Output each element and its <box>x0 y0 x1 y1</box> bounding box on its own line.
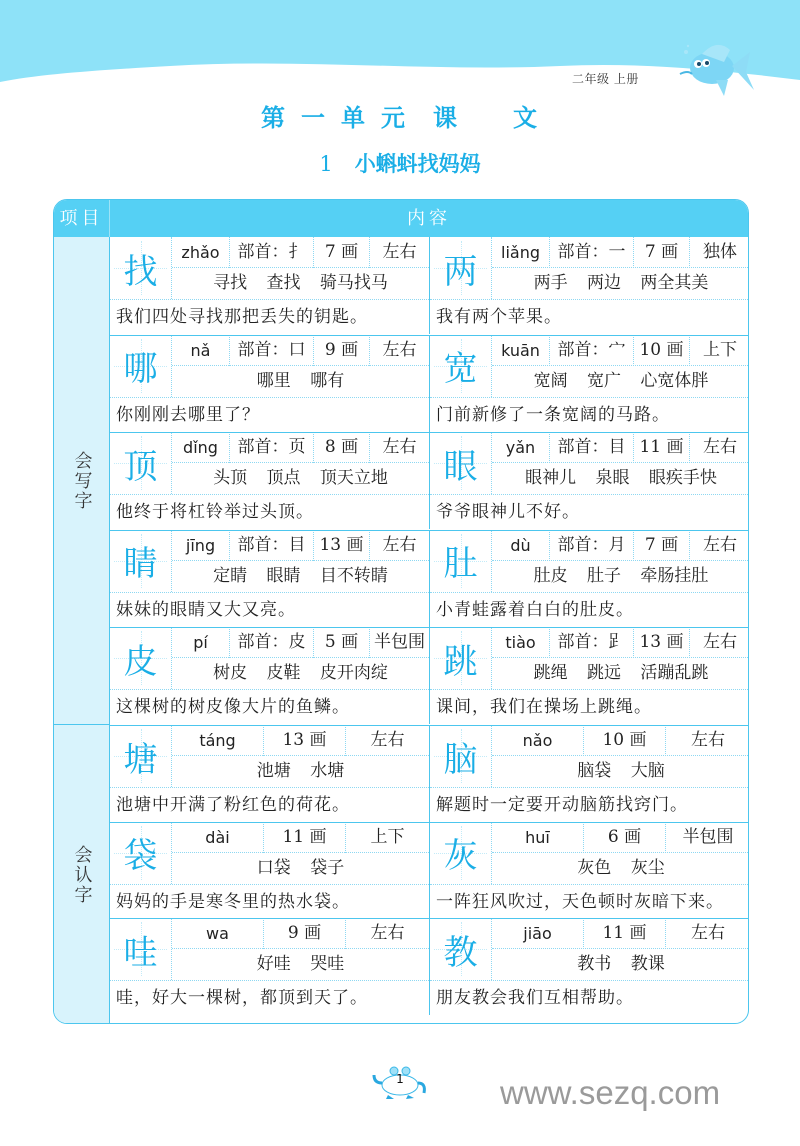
char-info <box>492 725 749 756</box>
example-sentence: 朋友教会我们互相帮助。 <box>430 980 749 1015</box>
example-sentence: 他终于将杠铃举过头顶。 <box>110 494 429 529</box>
row-divider <box>110 432 748 433</box>
unit-title-char: 课 <box>433 104 459 132</box>
example-sentence: 妹妹的眼睛又大又亮。 <box>110 592 429 627</box>
character-grid <box>430 530 492 592</box>
character-table <box>53 199 749 1024</box>
example-words: 肚皮 肚子 牵肠挂肚 <box>533 565 709 586</box>
char-card <box>430 725 749 822</box>
example-sentence: 课间，我们在操场上跳绳。 <box>430 689 749 724</box>
example-words: 寻找 查找 骑马找马 <box>213 273 388 293</box>
lesson-number: 1 <box>319 152 333 176</box>
unit-title <box>0 98 800 133</box>
character-grid <box>430 918 492 980</box>
character: 找 <box>123 251 158 292</box>
char-card <box>430 627 749 724</box>
structure: 左右 <box>382 534 417 555</box>
stroke-count: 7 画 <box>634 237 690 268</box>
header-category: 项目 <box>54 200 110 237</box>
pinyin: nǎ <box>172 335 230 366</box>
char-info <box>492 237 749 268</box>
stroke-count: 13 画 <box>634 627 690 658</box>
row-divider <box>110 335 748 336</box>
pinyin: zhǎo <box>172 237 230 268</box>
example-words: 教书 教课 <box>577 954 665 974</box>
radical: 部首：皮 <box>230 627 314 658</box>
structure: 半包围 <box>374 632 425 652</box>
radical: 部首：宀 <box>550 335 634 366</box>
example-sentence: 一阵狂风吹过，天色顿时灰暗下来。 <box>430 884 749 919</box>
row-divider <box>110 822 748 823</box>
example-words: 灰色 灰尘 <box>577 857 665 878</box>
char-info <box>492 918 749 949</box>
example-sentence: 你刚刚去哪里了？ <box>110 397 429 432</box>
radical: 部首：口 <box>230 335 314 366</box>
char-info <box>492 432 749 463</box>
stroke-count: 13 画 <box>264 725 346 756</box>
character: 睛 <box>123 544 158 584</box>
char-card <box>110 335 430 432</box>
page-number: 1 <box>396 1072 404 1086</box>
example-words: 跳绳 跳远 活蹦乱跳 <box>533 663 709 683</box>
stroke-count: 11 画 <box>584 918 666 949</box>
table-header <box>54 200 748 237</box>
char-card <box>110 918 430 1015</box>
example-words: 定睛 眼睛 目不转睛 <box>213 565 388 586</box>
char-info <box>492 627 749 658</box>
row-divider <box>110 725 748 726</box>
watermark: www.sezq.com <box>500 1074 721 1111</box>
character-grid <box>110 627 172 689</box>
pinyin: wa <box>172 918 264 949</box>
category-read <box>54 725 110 1024</box>
structure: 左右 <box>703 632 737 652</box>
structure: 左右 <box>382 339 417 360</box>
radical: 部首：扌 <box>230 237 314 268</box>
character-grid <box>110 432 172 494</box>
char-info <box>492 530 749 561</box>
unit-title-char: 单 <box>341 104 367 132</box>
structure: 独体 <box>703 242 737 262</box>
example-words: 头顶 顶点 顶天立地 <box>213 468 388 488</box>
example-words: 池塘 水塘 <box>256 761 345 781</box>
lesson-title <box>0 148 800 178</box>
unit-title-char: 文 <box>513 104 539 132</box>
category-write-label: 会写字 <box>71 450 93 511</box>
example-sentence: 小青蛙露着白白的肚皮。 <box>430 592 749 627</box>
structure: 半包围 <box>682 826 734 847</box>
char-info <box>172 335 429 366</box>
pinyin: pí <box>172 627 230 658</box>
radical: 部首：𧾷 <box>550 627 634 658</box>
stroke-count: 11 画 <box>634 432 690 463</box>
example-words: 哪里 哪有 <box>256 370 345 391</box>
structure: 左右 <box>370 730 405 750</box>
radical: 部首：目 <box>230 530 314 561</box>
char-info <box>172 432 429 463</box>
char-info <box>492 335 749 366</box>
stroke-count: 11 画 <box>264 822 346 853</box>
example-sentence: 我们四处寻找那把丢失的钥匙。 <box>110 299 429 334</box>
character-grid <box>430 627 492 689</box>
example-sentence: 我有两个苹果。 <box>430 299 749 334</box>
structure: 左右 <box>370 923 405 943</box>
lesson-name: 小蝌蚪找妈妈 <box>354 152 481 176</box>
example-words: 眼神儿 泉眼 眼疾手快 <box>525 468 717 488</box>
pinyin: yǎn <box>492 432 550 463</box>
char-info <box>172 237 429 268</box>
structure: 左右 <box>691 730 725 750</box>
char-card <box>430 237 749 334</box>
example-words: 口袋 袋子 <box>256 857 345 878</box>
row-divider <box>110 530 748 531</box>
pinyin: táng <box>172 725 264 756</box>
category-write <box>54 237 110 725</box>
character-grid <box>430 725 492 787</box>
fish-mascot-icon <box>662 40 762 100</box>
stroke-count: 8 画 <box>314 432 370 463</box>
character-grid <box>430 822 492 884</box>
stroke-count: 9 画 <box>314 335 370 366</box>
unit-title-char: 第 <box>261 104 287 132</box>
example-words: 好哇 哭哇 <box>256 954 345 974</box>
character: 眼 <box>443 446 478 487</box>
example-sentence: 解题时一定要开动脑筋找窍门。 <box>430 787 749 822</box>
char-info <box>172 627 429 658</box>
row-divider <box>110 918 748 919</box>
char-info <box>172 918 429 949</box>
category-read-label: 会认字 <box>71 845 93 905</box>
example-sentence: 池塘中开满了粉红色的荷花。 <box>110 787 429 822</box>
example-sentence: 妈妈的手是寒冬里的热水袋。 <box>110 884 429 919</box>
character-grid <box>110 237 172 299</box>
character: 脑 <box>443 739 478 780</box>
char-card <box>110 530 430 627</box>
example-sentence: 爷爷眼神儿不好。 <box>430 494 749 529</box>
pinyin: dù <box>492 530 550 561</box>
pinyin: dài <box>172 822 264 853</box>
character-grid <box>110 822 172 884</box>
character: 塘 <box>123 739 158 780</box>
stroke-count: 13 画 <box>314 530 370 561</box>
stroke-count: 10 画 <box>584 725 666 756</box>
character-grid <box>430 432 492 494</box>
unit-title-char: 元 <box>381 104 407 132</box>
char-info <box>172 725 429 756</box>
stroke-count: 6 画 <box>584 822 666 853</box>
stroke-count: 7 画 <box>314 237 370 268</box>
char-card <box>430 918 749 1015</box>
stroke-count: 9 画 <box>264 918 346 949</box>
pinyin: jiāo <box>492 918 584 949</box>
char-info <box>172 530 429 561</box>
character-grid <box>110 335 172 397</box>
example-words: 树皮 皮鞋 皮开肉绽 <box>213 663 388 683</box>
char-card <box>430 822 749 919</box>
example-words: 脑袋 大脑 <box>577 761 665 781</box>
stroke-count: 10 画 <box>634 335 690 366</box>
character: 顶 <box>123 446 158 487</box>
char-card <box>110 432 430 529</box>
character-grid <box>110 918 172 980</box>
example-sentence: 哇，好大一棵树，都顶到天了。 <box>110 980 429 1015</box>
character-grid <box>110 725 172 787</box>
char-card <box>430 530 749 627</box>
char-card <box>110 822 430 919</box>
example-words: 两手 两边 两全其美 <box>533 273 709 293</box>
character-grid <box>430 237 492 299</box>
char-info <box>172 822 429 853</box>
stroke-count: 7 画 <box>634 530 690 561</box>
radical: 部首：目 <box>550 432 634 463</box>
char-card <box>110 627 430 724</box>
character: 肚 <box>443 544 478 584</box>
radical: 部首：一 <box>550 237 634 268</box>
header-content: 内容 <box>407 208 451 229</box>
character: 袋 <box>123 836 158 876</box>
character: 皮 <box>123 641 158 682</box>
radical: 部首：月 <box>550 530 634 561</box>
pinyin: tiào <box>492 627 550 658</box>
character-grid <box>110 530 172 592</box>
pinyin: dǐng <box>172 432 230 463</box>
char-card <box>110 725 430 822</box>
character: 跳 <box>443 641 478 682</box>
structure: 上下 <box>370 826 405 847</box>
stroke-count: 5 画 <box>314 627 370 658</box>
char-card <box>110 237 430 334</box>
character: 两 <box>443 251 478 292</box>
pinyin: huī <box>492 822 584 853</box>
row-divider <box>110 627 748 628</box>
char-info <box>492 822 749 853</box>
character: 宽 <box>443 349 478 389</box>
pinyin: jīng <box>172 530 230 561</box>
structure: 左右 <box>703 534 737 555</box>
example-sentence: 门前新修了一条宽阔的马路。 <box>430 397 749 432</box>
example-sentence: 这棵树的树皮像大片的鱼鳞。 <box>110 689 429 724</box>
character: 哇 <box>123 932 158 973</box>
example-words: 宽阔 宽广 心宽体胖 <box>533 370 709 391</box>
pinyin: kuān <box>492 335 550 366</box>
character: 哪 <box>123 349 158 389</box>
structure: 上下 <box>703 339 737 360</box>
structure: 左右 <box>382 437 417 457</box>
pinyin: liǎng <box>492 237 550 268</box>
grade-label: 二年级 上册 <box>572 72 639 86</box>
character: 灰 <box>443 836 478 876</box>
character-grid <box>430 335 492 397</box>
char-card <box>430 432 749 529</box>
unit-title-char: 一 <box>301 104 327 132</box>
radical: 部首：页 <box>230 432 314 463</box>
structure: 左右 <box>703 437 737 457</box>
char-card <box>430 335 749 432</box>
character: 教 <box>443 932 478 973</box>
pinyin: nǎo <box>492 725 584 756</box>
structure: 左右 <box>382 242 417 262</box>
structure: 左右 <box>691 923 725 943</box>
